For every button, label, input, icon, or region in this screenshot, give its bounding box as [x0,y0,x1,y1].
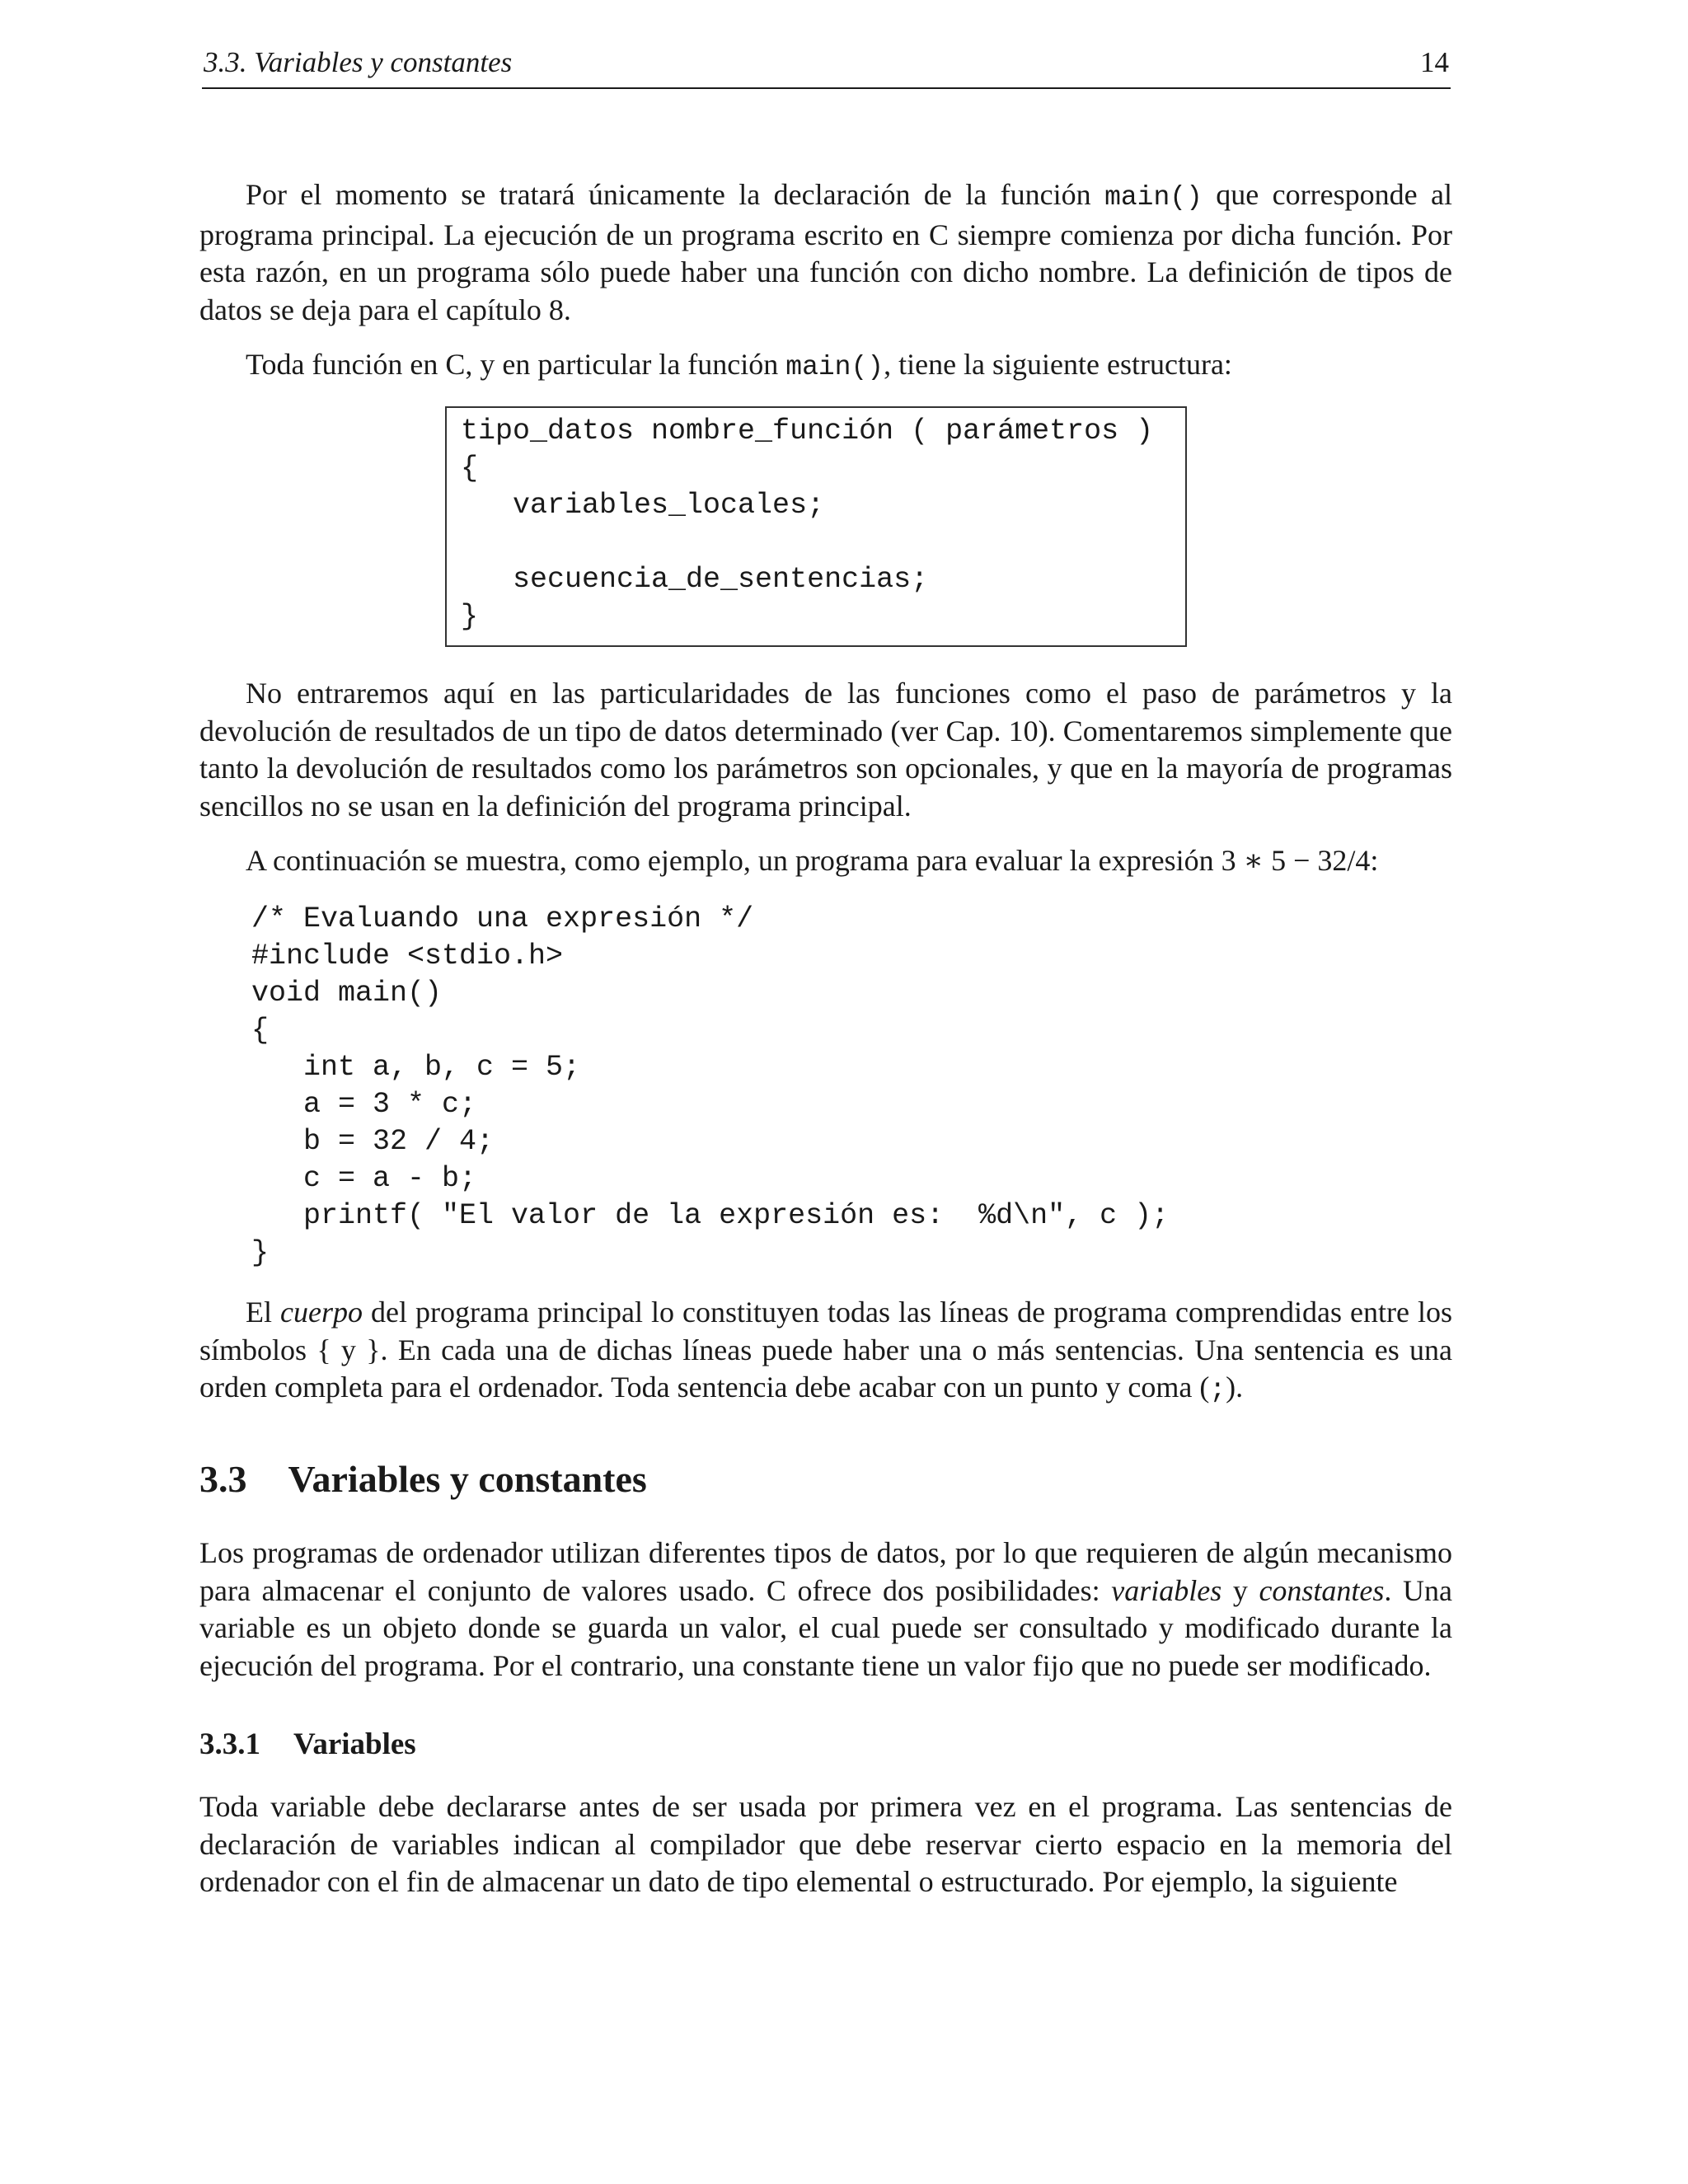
text: y [1221,1573,1259,1607]
paragraph-program-body [199,1294,1452,1409]
paragraph-functions-details: No entraremos aquí en las particularidades de las funciones como el paso de parámetros y la devolución de resultados de un tipo de datos determinado (ver Cap. 10). Comentaremos simplemente que tanto la devolución de resultados como los parámetros son opcionales, y que en la mayoría de programas sencillos no se usan en la definición del programa principal. [199,677,1452,823]
code-line: #include <stdio.h> [251,940,564,972]
paragraph-example-intro [199,842,1452,880]
emphasis: variables [1111,1573,1222,1607]
code-line: b = 32 / 4; [251,1125,495,1158]
text: , tiene la siguiente estructura: [884,348,1232,381]
structure-line: tipo_datos nombre_función ( parámetros ) [461,415,1154,448]
subsection-heading [199,1727,416,1762]
inline-code: main() [1104,182,1203,213]
function-structure-box [445,406,1187,647]
text: del programa principal lo constituyen todas las líneas de programa comprendidas entre los símbolos { y }. En cada una de dichas líneas puede haber una o más sentencias. Una sentencia es una orden completa para el ordenador. Toda sentencia debe acabar con un punto y coma ( [199,1296,1452,1404]
subsection-number: 3.3.1 [199,1727,260,1761]
math-expression: 3 ∗ 5 − 32/4 [1221,844,1371,877]
text: El [246,1296,281,1329]
inline-code: ; [1209,1375,1226,1405]
paragraph-variable-declaration: Toda variable debe declararse antes de ser usada por primera vez en el programa. Las sentencias de declaración de variables indican al compilador que debe reservar cierto espacio en la memoria del ordenador con el fin de almacenar un dato de tipo elemental o estructurado. Por ejemplo, la siguiente [199,1790,1452,1898]
section-heading [199,1457,647,1501]
text: A continuación se muestra, como ejemplo, un programa para evaluar la expresión [246,844,1221,877]
text: Los programas de ordenador utilizan diferentes tipos de datos, por lo que requieren de algún mecanismo para almacenar el conjunto de valores usado. C ofrece dos posibilidades: [199,1536,1452,1607]
code-line: /* Evaluando una expresión */ [251,902,754,935]
text: : [1370,844,1379,877]
code-line: c = a - b; [251,1162,477,1195]
emphasis: cuerpo [280,1296,363,1329]
structure-line: } [461,600,479,633]
subsection-title: Variables [293,1727,416,1761]
text: ). [1226,1371,1244,1404]
code-line: { [251,1014,270,1047]
paragraph-main-function [199,176,1452,329]
text: . Una variable es un objeto donde se guarda un valor, el cual puede ser consultado y modificado durante la ejecución del programa. Por el contrario, una constante tiene un valor fijo que no puede ser modificado. [199,1573,1452,1682]
structure-line: secuencia_de_sentencias; [461,563,929,596]
emphasis: constantes [1259,1573,1385,1607]
section-number: 3.3 [199,1458,247,1500]
paragraph-structure-intro [199,346,1452,387]
page-number: 14 [1420,46,1449,78]
code-line: } [251,1236,270,1269]
paragraph-variables-constants [199,1535,1452,1685]
code-line: a = 3 * c; [251,1088,477,1121]
running-header [202,41,1451,89]
inline-code: main() [785,352,884,382]
section-title: Variables y constantes [288,1458,647,1500]
structure-line: variables_locales; [461,489,825,522]
code-line: void main() [251,977,443,1010]
structure-line: { [461,452,479,485]
header-section-title: 3.3. Variables y constantes [204,46,513,78]
code-line: printf( "El valor de la expresión es: %d\n", c ); [251,1199,1170,1232]
code-line: int a, b, c = 5; [251,1051,581,1084]
text: Toda función en C, y en particular la función [246,348,786,381]
text: que corresponde al programa principal. La ejecución de un programa escrito en C siempre comienza por dicha función. Por esta razón, en un programa sólo puede haber una función con dicho nombre. La definición de tipos de datos se deja para el capítulo 8. [199,178,1452,326]
text: Por el momento se tratará únicamente la declaración de la función [246,178,1105,211]
